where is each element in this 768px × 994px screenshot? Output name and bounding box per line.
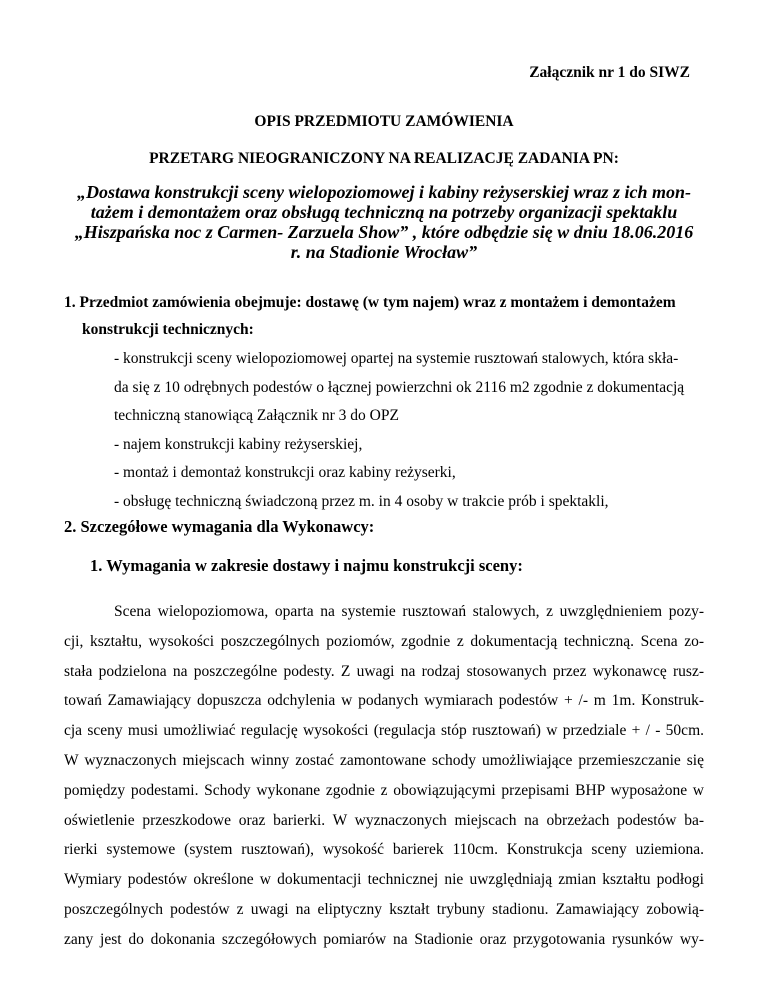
subsection-1-heading: 1. Wymagania w zakresie dostawy i najmu konstrukcji sceny: (90, 556, 523, 575)
task-title-line: r. na Stadionie Wrocław” (290, 242, 478, 262)
task-title-line: „Dostawa konstrukcji sceny wielopoziomowej i kabiny reżyserskiej wraz z ich mon- (76, 182, 692, 202)
paragraph-line: zany jest do dokonania szczegółowych pomiarów na Stadionie oraz przygotowania rysunków wy- (64, 930, 704, 948)
body-paragraph (64, 597, 704, 955)
list-item: - najem konstrukcji kabiny reżyserskiej, (114, 435, 363, 453)
section-2-heading: 2. Szczegółowe wymagania dla Wykonawcy: (64, 517, 375, 536)
task-title-line: tażem i demontażem oraz obsługą techniczną na potrzeby organizacji spektaklu (90, 202, 678, 222)
task-title-line: „Hiszpańska noc z Carmen- Zarzuela Show” , które odbędzie się w dniu 18.06.2016 (74, 222, 694, 242)
section-1-line: konstrukcji technicznych: (82, 321, 254, 338)
annex-label: Załącznik nr 1 do SIWZ (529, 64, 690, 81)
paragraph-line: stała podzielona na poszczególne podesty. Z uwagi na rodzaj stosowanych przez wykonawcę rusz- (64, 662, 704, 680)
list-item: da się z 10 odrębnych podestów o łącznej powierzchni ok 2116 m2 zgodnie z dokumentacją (114, 378, 685, 396)
paragraph-line: towań Zamawiający dopuszcza odchylenia w podanych wymiarach podestów + /- m 1m. Konstruk- (64, 692, 704, 710)
scope-list (114, 345, 714, 516)
paragraph-line: cja sceny musi umożliwiać regulację wysokości (regulacja stóp rusztowań) w przedziale + / - 50cm. (64, 722, 704, 740)
paragraph-line: Scena wielopoziomowa, oparta na systemie rusztowań stalowych, z uwzględnieniem pozy- (114, 603, 704, 620)
paragraph-line: pomiędzy podestami. Schody wykonane zgodnie z obowiązującymi przepisami BHP wyposażone w (64, 781, 704, 799)
paragraph-line: rierki systemowe (system rusztowań), wysokość barierek 110cm. Konstrukcja sceny uziemiona. (64, 841, 704, 859)
paragraph-line: poszczególnych podestów z uwagi na eliptyczny kształt trybuny stadionu. Zamawiający zobowią- (64, 900, 704, 918)
paragraph-line: Wymiary podestów określone w dokumentacji technicznej nie uwzględniają zmian kształtu podłogi (64, 871, 704, 889)
list-item: - obsługę techniczną świadczoną przez m. in 4 osoby w trakcie prób i spektakli, (114, 492, 609, 510)
list-item: techniczną stanowiącą Załącznik nr 3 do OPZ (114, 407, 399, 424)
list-item: - montaż i demontaż konstrukcji oraz kabiny reżyserki, (114, 464, 456, 481)
tender-heading: PRZETARG NIEOGRANICZONY NA REALIZACJĘ ZADANIA PN: (149, 150, 619, 167)
section-1-line: 1. Przedmiot zamówienia obejmuje: dostawę (w tym najem) wraz z montażem i demontażem (64, 294, 676, 311)
paragraph-line: oświetlenie przeszkodowe oraz barierki. W wyznaczonych miejscach na obrzeżach podestów ba- (64, 811, 704, 829)
paragraph-line: cji, kształtu, wysokości poszczególnych poziomów, zgodnie z dokumentacją techniczną. Scena zo- (64, 632, 704, 650)
task-title (64, 182, 704, 262)
paragraph-line: W wyznaczonych miejscach winny zostać zamontowane schody umożliwiające przemieszczanie się (64, 751, 704, 769)
section-1-heading (64, 294, 724, 339)
document-title: OPIS PRZEDMIOTU ZAMÓWIENIA (254, 113, 514, 130)
list-item: - konstrukcji sceny wielopoziomowej opartej na systemie rusztowań stalowych, która skła- (114, 350, 679, 367)
